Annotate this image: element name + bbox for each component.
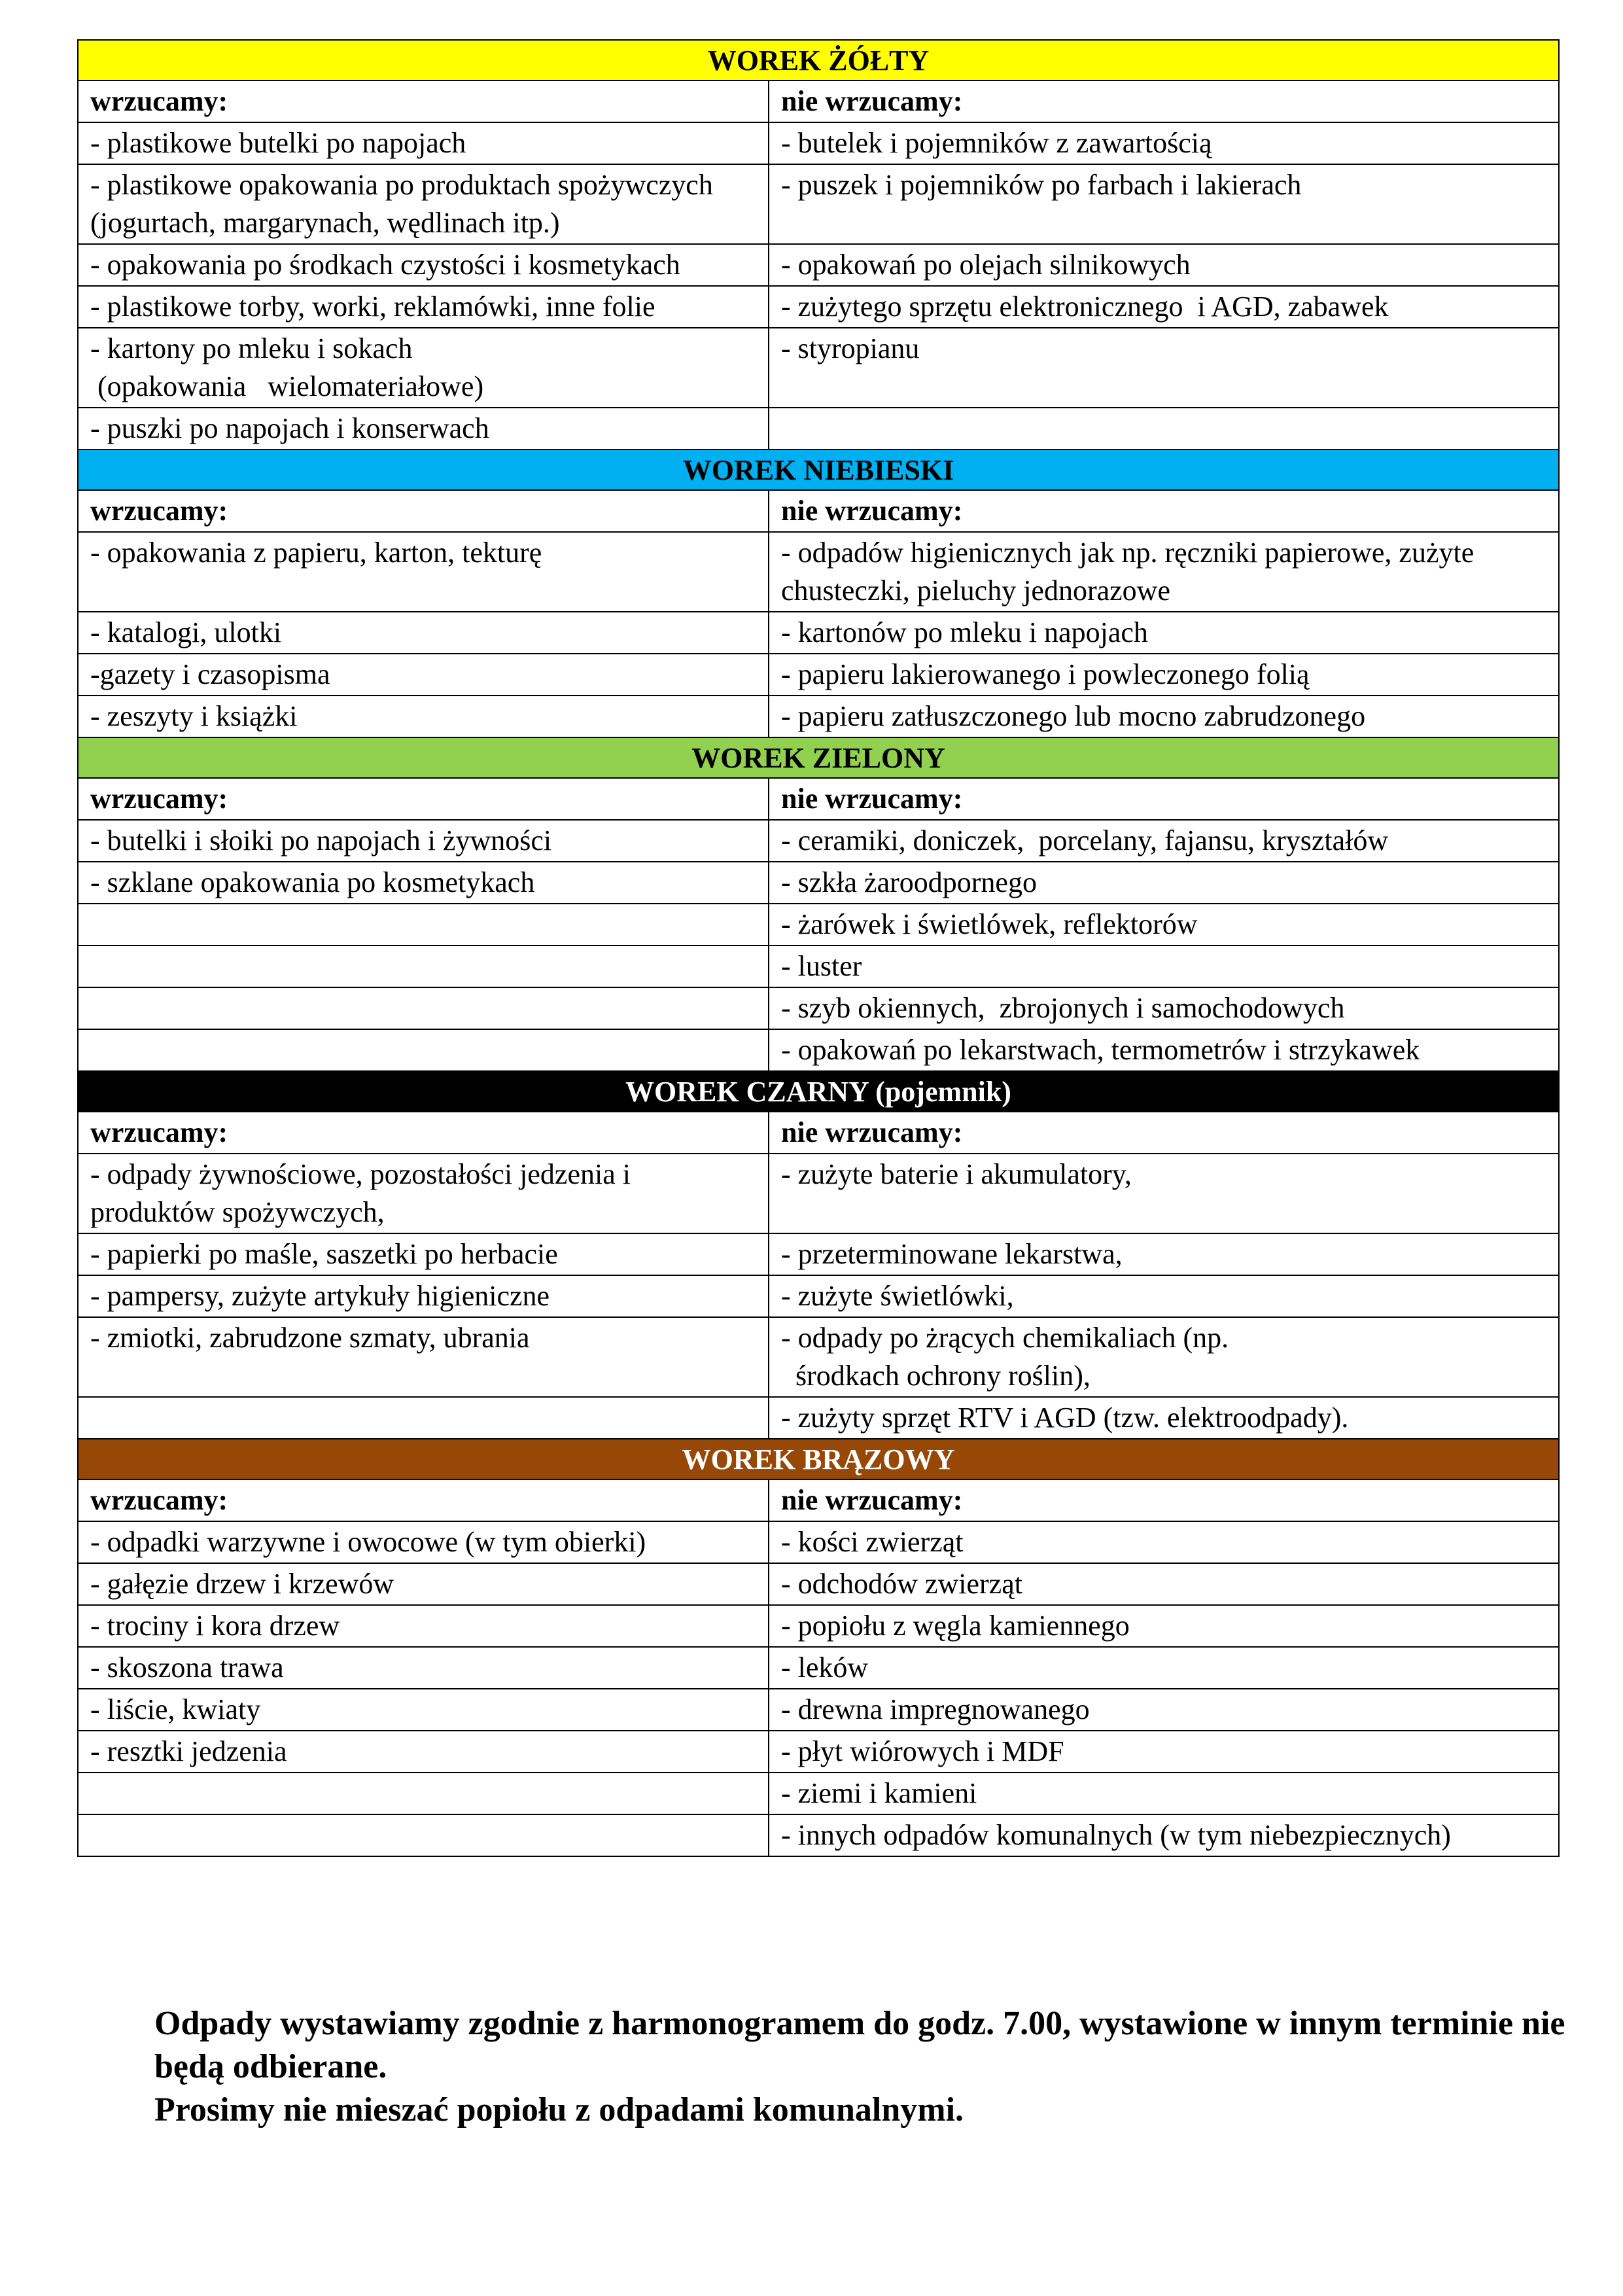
rejected-item: - zużyte świetlówki, (769, 1275, 1559, 1317)
rejected-item (769, 408, 1559, 450)
accepted-item: -gazety i czasopisma (78, 654, 769, 696)
rejected-item: - leków (769, 1647, 1559, 1689)
accepted-item: - szklane opakowania po kosmetykach (78, 862, 769, 904)
accepted-item: - pampersy, zużyte artykuły higieniczne (78, 1275, 769, 1317)
accepted-item: - plastikowe opakowania po produktach spożywczych (jogurtach, margarynach, wędlinach itp.) (78, 164, 769, 244)
rejected-item: - kości zwierząt (769, 1521, 1559, 1563)
accepted-item (78, 987, 769, 1029)
waste-sorting-sheet (77, 39, 1558, 1857)
table-row (78, 328, 1559, 408)
rejected-item: - zużytego sprzętu elektronicznego i AGD, zabawek (769, 286, 1559, 328)
accepted-item: - opakowania po środkach czystości i kosmetykach (78, 244, 769, 286)
column-header-accepted: wrzucamy: (78, 80, 769, 122)
column-header-rejected: nie wrzucamy: (769, 1112, 1559, 1154)
rejected-item: - puszek i pojemników po farbach i lakierach (769, 164, 1559, 244)
column-header-rejected: nie wrzucamy: (769, 1479, 1559, 1521)
rejected-item: - luster (769, 945, 1559, 987)
column-header-rejected: nie wrzucamy: (769, 778, 1559, 820)
rejected-item: - płyt wiórowych i MDF (769, 1731, 1559, 1773)
column-header-row (78, 490, 1559, 532)
accepted-item: - skoszona trawa (78, 1647, 769, 1689)
table-row (78, 904, 1559, 945)
table-row (78, 654, 1559, 696)
accepted-item: - kartony po mleku i sokach (opakowania wielomateriałowe) (78, 328, 769, 408)
accepted-item: - gałęzie drzew i krzewów (78, 1563, 769, 1605)
section-header-worek-niebieski (78, 450, 1559, 490)
table-row (78, 164, 1559, 244)
accepted-item (78, 904, 769, 945)
accepted-item: - plastikowe torby, worki, reklamówki, inne folie (78, 286, 769, 328)
section-header-worek-zielony (78, 737, 1559, 778)
table-row (78, 1731, 1559, 1773)
table-row (78, 244, 1559, 286)
table-row (78, 945, 1559, 987)
rejected-item: - odpadów higienicznych jak np. ręczniki papierowe, zużyte chusteczki, pieluchy jednorazowe (769, 532, 1559, 612)
table-row (78, 862, 1559, 904)
accepted-item: - puszki po napojach i konserwach (78, 408, 769, 450)
rejected-item: - szyb okiennych, zbrojonych i samochodowych (769, 987, 1559, 1029)
rejected-item: - styropianu (769, 328, 1559, 408)
column-header-accepted: wrzucamy: (78, 1112, 769, 1154)
table-row (78, 987, 1559, 1029)
table-row (78, 1154, 1559, 1233)
column-header-accepted: wrzucamy: (78, 1479, 769, 1521)
rejected-item: - opakowań po olejach silnikowych (769, 244, 1559, 286)
rejected-item: - kartonów po mleku i napojach (769, 612, 1559, 654)
table-row (78, 1814, 1559, 1856)
rejected-item: - przeterminowane lekarstwa, (769, 1233, 1559, 1275)
column-header-rejected: nie wrzucamy: (769, 80, 1559, 122)
rejected-item: - odpady po żrących chemikaliach (np. środkach ochrony roślin), (769, 1317, 1559, 1397)
table-row (78, 820, 1559, 862)
rejected-item: - butelek i pojemników z zawartością (769, 122, 1559, 164)
table-row (78, 1773, 1559, 1814)
accepted-item: - trociny i kora drzew (78, 1605, 769, 1647)
accepted-item: - katalogi, ulotki (78, 612, 769, 654)
rejected-item: - papieru zatłuszczonego lub mocno zabrudzonego (769, 696, 1559, 737)
waste-table-body (78, 40, 1559, 1856)
footer-notice (154, 2002, 1567, 2132)
rejected-item: - szkła żaroodpornego (769, 862, 1559, 904)
waste-table (77, 39, 1560, 1857)
table-row (78, 1605, 1559, 1647)
accepted-item (78, 1773, 769, 1814)
accepted-item: - opakowania z papieru, karton, tekturę (78, 532, 769, 612)
table-row (78, 1689, 1559, 1731)
accepted-item: - plastikowe butelki po napojach (78, 122, 769, 164)
section-title: WOREK NIEBIESKI (78, 450, 1559, 490)
rejected-item: - opakowań po lekarstwach, termometrów i strzykawek (769, 1029, 1559, 1071)
rejected-item: - ziemi i kamieni (769, 1773, 1559, 1814)
section-header-worek-brazowy (78, 1439, 1559, 1479)
accepted-item: - butelki i słoiki po napojach i żywności (78, 820, 769, 862)
column-header-accepted: wrzucamy: (78, 778, 769, 820)
column-header-rejected: nie wrzucamy: (769, 490, 1559, 532)
table-row (78, 122, 1559, 164)
table-row (78, 1275, 1559, 1317)
footer-schedule-note: Odpady wystawiamy zgodnie z harmonogramem do godz. 7.00, wystawione w innym terminie nie będą odbierane. (154, 2005, 1565, 2085)
table-row (78, 1521, 1559, 1563)
rejected-item: - drewna impregnowanego (769, 1689, 1559, 1731)
accepted-item: - liście, kwiaty (78, 1689, 769, 1731)
rejected-item: - zużyte baterie i akumulatory, (769, 1154, 1559, 1233)
table-row (78, 1029, 1559, 1071)
table-row (78, 286, 1559, 328)
accepted-item: - zeszyty i książki (78, 696, 769, 737)
section-header-worek-zolty (78, 40, 1559, 80)
rejected-item: - zużyty sprzęt RTV i AGD (tzw. elektroodpady). (769, 1397, 1559, 1439)
table-row (78, 1233, 1559, 1275)
rejected-item: - popiołu z węgla kamiennego (769, 1605, 1559, 1647)
rejected-item: - żarówek i świetlówek, reflektorów (769, 904, 1559, 945)
accepted-item (78, 1029, 769, 1071)
footer-ash-note: Prosimy nie mieszać popiołu z odpadami komunalnymi. (154, 2091, 964, 2128)
rejected-item: - ceramiki, doniczek, porcelany, fajansu, kryształów (769, 820, 1559, 862)
accepted-item (78, 1814, 769, 1856)
accepted-item: - papierki po maśle, saszetki po herbacie (78, 1233, 769, 1275)
column-header-row (78, 1479, 1559, 1521)
accepted-item: - resztki jedzenia (78, 1731, 769, 1773)
accepted-item (78, 945, 769, 987)
table-row (78, 1397, 1559, 1439)
column-header-row (78, 80, 1559, 122)
column-header-row (78, 778, 1559, 820)
rejected-item: - odchodów zwierząt (769, 1563, 1559, 1605)
section-title: WOREK CZARNY (pojemnik) (78, 1071, 1559, 1112)
accepted-item: - zmiotki, zabrudzone szmaty, ubrania (78, 1317, 769, 1397)
table-row (78, 532, 1559, 612)
section-title: WOREK BRĄZOWY (78, 1439, 1559, 1479)
column-header-row (78, 1112, 1559, 1154)
table-row (78, 612, 1559, 654)
table-row (78, 408, 1559, 450)
table-row (78, 1317, 1559, 1397)
section-title: WOREK ŻÓŁTY (78, 40, 1559, 80)
table-row (78, 1647, 1559, 1689)
accepted-item: - odpadki warzywne i owocowe (w tym obierki) (78, 1521, 769, 1563)
section-header-worek-czarny-pojemnik (78, 1071, 1559, 1112)
table-row (78, 696, 1559, 737)
table-row (78, 1563, 1559, 1605)
accepted-item: - odpady żywnościowe, pozostałości jedzenia i produktów spożywczych, (78, 1154, 769, 1233)
rejected-item: - innych odpadów komunalnych (w tym niebezpiecznych) (769, 1814, 1559, 1856)
section-title: WOREK ZIELONY (78, 737, 1559, 778)
column-header-accepted: wrzucamy: (78, 490, 769, 532)
accepted-item (78, 1397, 769, 1439)
rejected-item: - papieru lakierowanego i powleczonego folią (769, 654, 1559, 696)
